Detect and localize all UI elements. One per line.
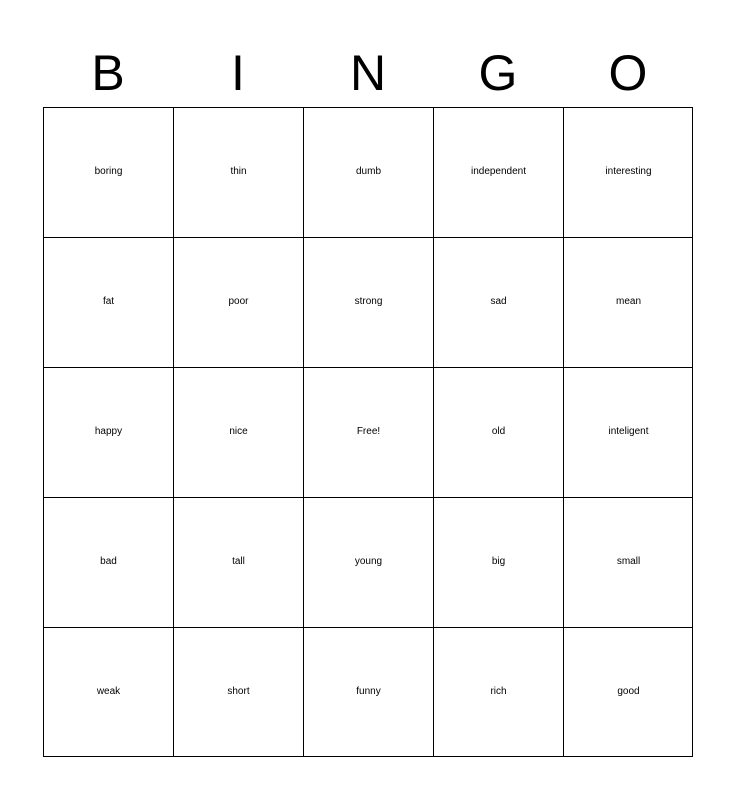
bingo-cell[interactable]: old (433, 367, 563, 497)
bingo-cell[interactable]: interesting (563, 107, 693, 237)
bingo-cell[interactable]: happy (43, 367, 173, 497)
bingo-cell[interactable]: thin (173, 107, 303, 237)
bingo-cell[interactable]: mean (563, 237, 693, 367)
bingo-cell[interactable]: small (563, 497, 693, 627)
bingo-board (43, 107, 693, 757)
header-letter-n: N (349, 45, 387, 101)
bingo-cell[interactable]: weak (43, 627, 173, 757)
header-letter-i: I (231, 45, 245, 101)
bingo-cell[interactable]: fat (43, 237, 173, 367)
bingo-cell[interactable]: bad (43, 497, 173, 627)
bingo-cell[interactable]: rich (433, 627, 563, 757)
bingo-cell[interactable]: sad (433, 237, 563, 367)
bingo-cell[interactable]: strong (303, 237, 433, 367)
header-letter-g: G (478, 45, 518, 101)
bingo-header (43, 40, 693, 106)
bingo-cell[interactable]: boring (43, 107, 173, 237)
bingo-cell[interactable]: short (173, 627, 303, 757)
header-letter-o: O (608, 45, 648, 101)
bingo-cell[interactable]: independent (433, 107, 563, 237)
bingo-cell free-space[interactable]: Free! (303, 367, 433, 497)
bingo-cell[interactable]: big (433, 497, 563, 627)
bingo-cell[interactable]: good (563, 627, 693, 757)
header-letter-b: B (91, 45, 125, 101)
bingo-cell[interactable]: dumb (303, 107, 433, 237)
bingo-cell[interactable]: tall (173, 497, 303, 627)
bingo-cell[interactable]: nice (173, 367, 303, 497)
bingo-cell[interactable]: poor (173, 237, 303, 367)
bingo-cell[interactable]: inteligent (563, 367, 693, 497)
bingo-cell[interactable]: funny (303, 627, 433, 757)
bingo-cell[interactable]: young (303, 497, 433, 627)
